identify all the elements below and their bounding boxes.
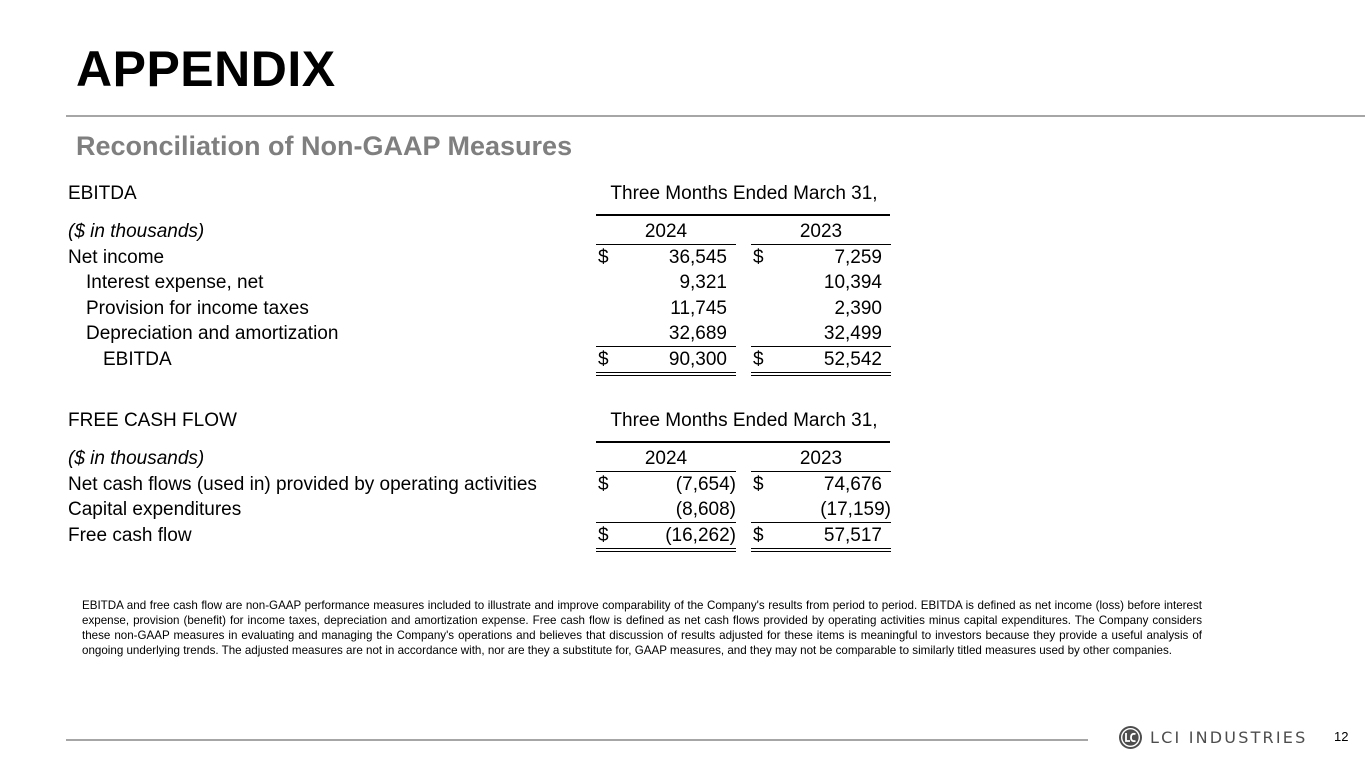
value: 74,676 [823, 473, 882, 495]
value-cell-2023 [751, 523, 891, 552]
lci-logo-mark-icon [1118, 725, 1143, 750]
value: 57,517 [823, 524, 882, 546]
ebitda-units-label: ($ in thousands) [68, 221, 205, 242]
company-logo [1118, 725, 1307, 750]
row-label: Depreciation and amortization [86, 323, 339, 344]
row-label: Interest expense, net [86, 272, 264, 293]
currency-symbol: $ [598, 473, 609, 495]
fcf-year-2023-cell [751, 446, 891, 472]
row-label: Provision for income taxes [86, 297, 309, 319]
value: 9,321 [679, 272, 727, 293]
row-label: Capital expenditures [68, 499, 242, 520]
table-row [68, 296, 898, 322]
value-cell-2023 [751, 321, 891, 347]
currency-symbol: $ [598, 246, 609, 268]
table-row [68, 472, 898, 498]
value: (7,654) [675, 473, 736, 495]
non-gaap-disclaimer: EBITDA and free cash flow are non-GAAP performance measures included to illustrate and improve comparability of the Company's results from period to period. EBITDA is defined as net income (loss) before interest expense, provision (benefit) for income taxes, depreciation and amortization expense. Free cash flow is defined as net cash flows provided by operating activities minus capital expenditures. The Company considers these non-GAAP measures in evaluating and managing the Company's operations and believes that discussion of results adjusted for these items is meaningful to investors because they provide a useful analysis of ongoing underlying trends. The adjusted measures are not in accordance with, nor are they a substitute for, GAAP measures, and they may not be comparable to similarly titled measures used by other companies. [82, 598, 1202, 658]
value: (17,159) [820, 499, 891, 520]
value: 11,745 [670, 297, 727, 319]
slide-subtitle: Reconciliation of Non-GAAP Measures [76, 131, 573, 161]
value-cell-2023 [751, 497, 891, 523]
ebitda-year-2024-cell [596, 219, 736, 245]
slide-title: APPENDIX [76, 41, 336, 97]
value-cell-2024 [596, 523, 736, 552]
fcf-section-title: FREE CASH FLOW [68, 410, 237, 431]
value-cell-2024 [596, 472, 736, 497]
fcf-year-2023: 2023 [799, 448, 843, 469]
value: (16,262) [665, 524, 736, 546]
currency-symbol: $ [753, 246, 764, 268]
fcf-year-row [68, 446, 898, 472]
value: 90,300 [668, 348, 727, 370]
currency-symbol: $ [753, 524, 764, 546]
row-label: Net income [68, 246, 165, 268]
value-cell-2023 [751, 472, 891, 497]
ebitda-year-row [68, 219, 898, 245]
row-label: Free cash flow [68, 524, 192, 546]
ebitda-year-2024: 2024 [644, 221, 688, 242]
value-cell-2023 [751, 296, 891, 321]
table-row [68, 245, 898, 271]
value-cell-2023 [751, 245, 891, 270]
currency-symbol: $ [753, 473, 764, 495]
value-cell-2024 [596, 497, 736, 523]
value-cell-2023 [751, 347, 891, 376]
value: 2,390 [834, 297, 882, 319]
currency-symbol: $ [598, 348, 609, 370]
fcf-year-2024: 2024 [644, 448, 688, 469]
value: 52,542 [823, 348, 882, 370]
ebitda-year-2023: 2023 [799, 221, 843, 242]
ebitda-year-2023-cell [751, 219, 891, 245]
fcf-year-2024-cell [596, 446, 736, 472]
ebitda-period-header: Three Months Ended March 31, [610, 183, 878, 204]
footer-divider [66, 739, 1088, 741]
table-row [68, 497, 898, 523]
value: 32,499 [823, 323, 882, 344]
value-cell-2024 [596, 270, 736, 295]
value: 32,689 [668, 323, 727, 344]
logo-wordmark: LCI INDUSTRIES [1150, 728, 1308, 747]
fcf-units-label: ($ in thousands) [68, 448, 205, 469]
row-label: Net cash flows (used in) provided by operating activities [68, 473, 537, 495]
ebitda-section-title: EBITDA [68, 183, 137, 204]
fcf-period-rule [596, 441, 890, 443]
currency-symbol: $ [598, 524, 609, 546]
value: (8,608) [675, 499, 736, 520]
fcf-table-header [68, 408, 898, 440]
value-cell-2024 [596, 321, 736, 347]
value-cell-2024 [596, 347, 736, 376]
value-cell-2023 [751, 270, 891, 295]
table-row-total [68, 347, 898, 373]
value: 7,259 [834, 246, 882, 268]
table-row-total [68, 523, 898, 549]
value-cell-2024 [596, 245, 736, 270]
fcf-table [68, 408, 898, 548]
row-label: EBITDA [103, 348, 172, 370]
page-number: 12 [1334, 729, 1349, 744]
value: 36,545 [668, 246, 727, 268]
ebitda-table-header [68, 181, 898, 213]
value: 10,394 [823, 272, 882, 293]
ebitda-table [68, 181, 898, 372]
table-row [68, 321, 898, 347]
fcf-period-header: Three Months Ended March 31, [610, 410, 878, 431]
title-divider [66, 115, 1365, 117]
currency-symbol: $ [753, 348, 764, 370]
ebitda-period-rule [596, 214, 890, 216]
value-cell-2024 [596, 296, 736, 321]
table-row [68, 270, 898, 296]
